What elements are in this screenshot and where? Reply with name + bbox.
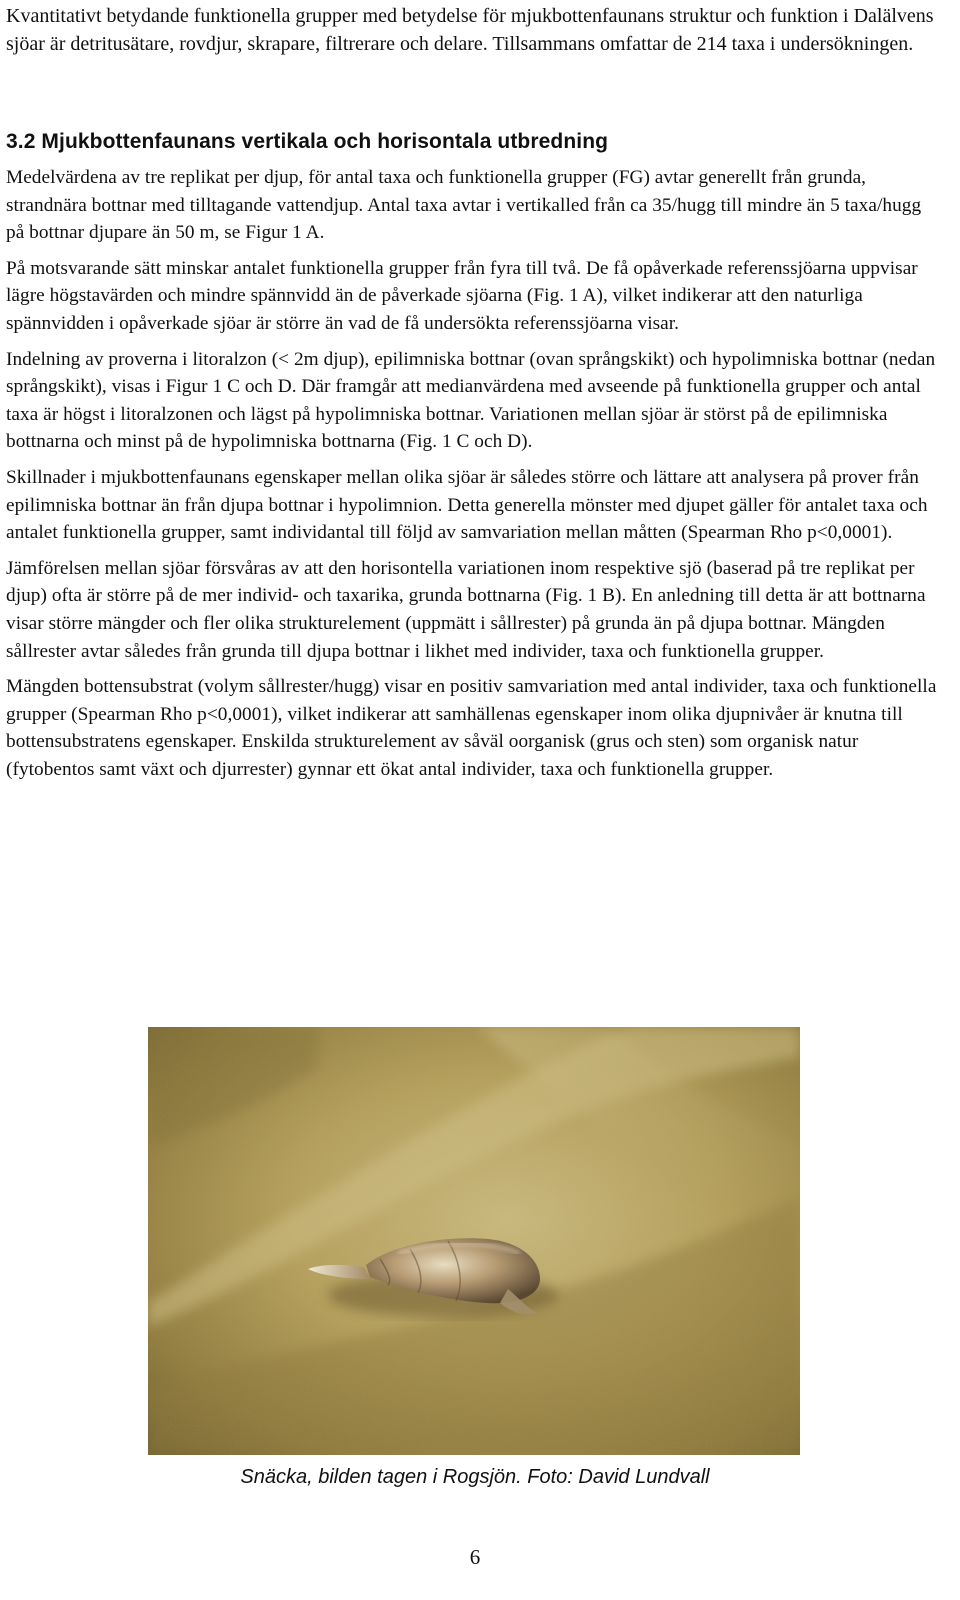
page-number: 6 [469,1545,481,1569]
body-paragraph: Mängden bottensubstrat (volym sållrester/hugg) visar en positiv samvariation med antal individer, taxa och funktionella grupper (Spearman Rho p<0,0001), vilket indikerar att samhällenas egenskaper inom olika djupnivåer är knutna till bottensubstratens egenskaper. Enskilda strukturelement av såväl oorganisk (grus och sten) som organisk natur (fytobentos samt växt och djurrester) gynnar ett ökat antal individer, taxa och funktionella grupper. [6,676,937,780]
figure-caption: Snäcka, bilden tagen i Rogsjön. Foto: David Lundvall [240,1466,710,1488]
body-paragraph: Indelning av proverna i litoralzon (< 2m djup), epilimniska bottnar (ovan språngskikt) och hypolimniska bottnar (nedan språngskikt), visas i Figur 1 C och D. Där framgår att medianvärdena med avseende på funktionella grupper och antal taxa är högst i litoralzonen och lägst på hypolimniska bottnar. Variationen mellan sjöar är störst på de epilimniska bottnarna och minst på de hypolimniska bottnarna (Fig. 1 C och D). [6,348,936,453]
section-heading: 3.2 Mjukbottenfaunans vertikala och horisontala utbredning [6,130,609,153]
document-page [6,0,944,1600]
body-paragraph: Skillnader i mjukbottenfaunans egenskaper mellan olika sjöar är således större och lättare att analysera på prover från epilimniska bottnar än från djupa bottnar i hypolimnion. Detta generella mönster med djupet gäller för antalet taxa och antalet funktionella grupper, samt individantal till följd av samvariation mellan måtten (Spearman Rho p<0,0001). [6,466,928,544]
snail-photo-illustration [148,1027,800,1455]
snail-photo [148,1027,800,1455]
body-paragraph: Medelvärdena av tre replikat per djup, för antal taxa och funktionella grupper (FG) avtar generellt från grunda, strandnära bottnar med tilltagande vattendjup. Antal taxa avtar i vertikalled från ca 35/hugg till mindre än 5 taxa/hugg på bottnar djupare än 50 m, se Figur 1 A. [6,167,922,244]
intro-paragraph: Kvantitativt betydande funktionella grupper med betydelse för mjukbottenfaunans struktur och funktion i Dalälvens sjöar är detritusätare, rovdjur, skrapare, filtrerare och delare. Tillsammans omfattar de 214 taxa i undersökningen. [6,5,934,55]
body-paragraph: På motsvarande sätt minskar antalet funktionella grupper från fyra till två. De få opåverkade referenssjöarna uppvisar lägre högstavärden och mindre spännvidd än de påverkade sjöarna (Fig. 1 A), vilket indikerar att den naturliga spännvidden i opåverkade sjöar är större än vad de få undersökta referenssjöarna visar. [6,257,918,334]
body-paragraph: Jämförelsen mellan sjöar försvåras av att den horisontella variationen inom respektive sjö (baserad på tre replikat per djup) ofta är större på de mer individ- och taxarika, grunda bottnarna (Fig. 1 B). En anledning till detta är att bottnarna visar större mängder och fler olika strukturelement (uppmätt i sållrester) på grunda än på djupa bottnar. Mängden sållrester avtar således från grunda till djupa bottnar i likhet med individer, taxa och funktionella grupper. [6,557,926,662]
